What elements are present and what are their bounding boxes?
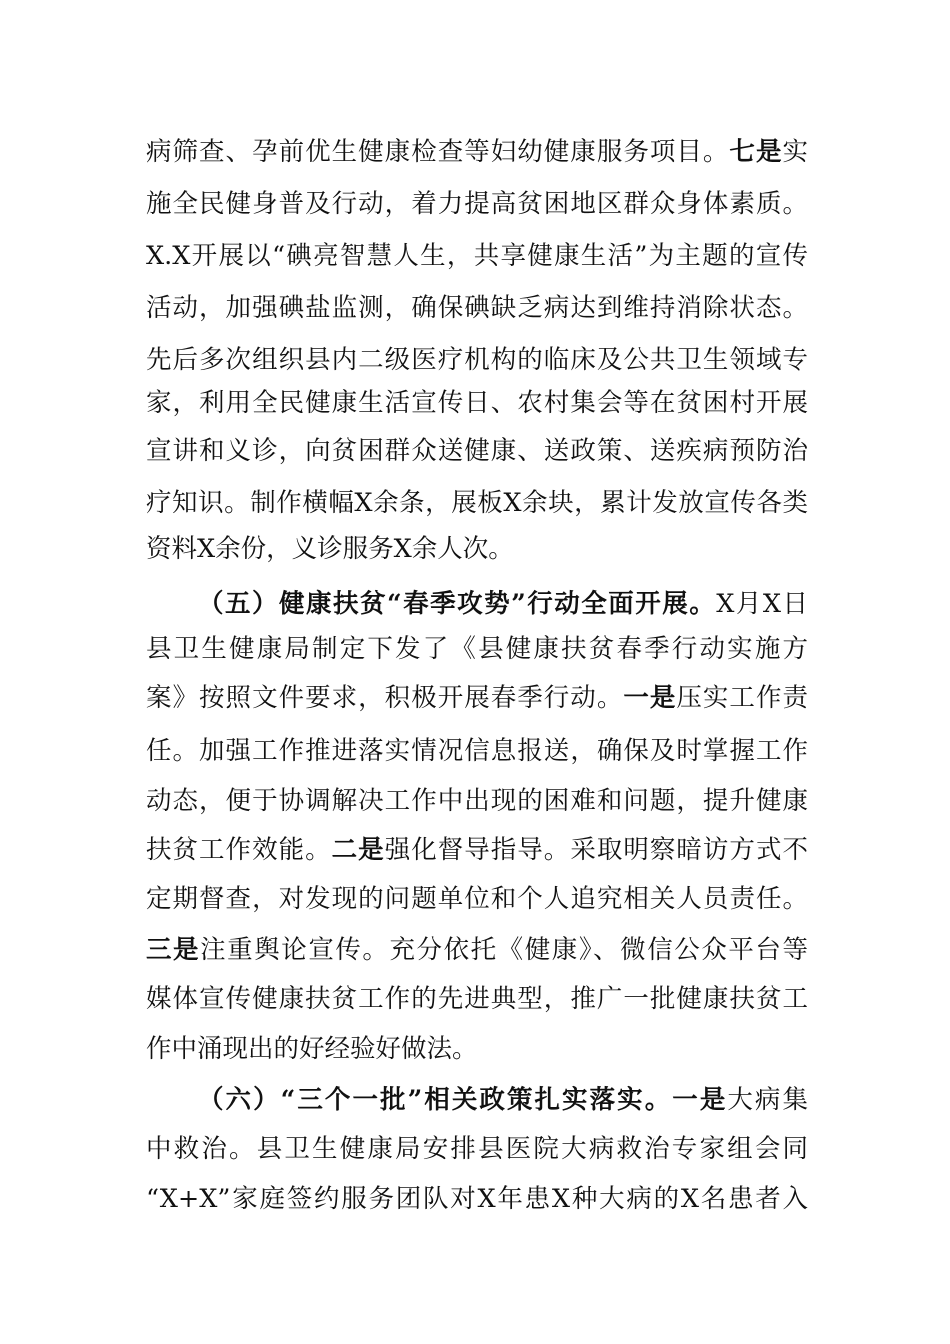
text-line [146, 928, 808, 972]
text-run: 病筛查、孕前优生健康检查等妇幼健康服务项目。 [146, 137, 730, 167]
text-line [146, 729, 808, 773]
text-run: 施全民健身普及行动，着力提高贫困地区群众身体素质。 [146, 189, 808, 219]
text-run: 实 [782, 137, 808, 167]
text-run: 疗知识。制作横幅X余条，展板X余块，累计发放宣传各类 [146, 488, 808, 518]
text-line [146, 527, 808, 571]
bold-text-run: 一是 [672, 1085, 728, 1115]
text-run: 扶贫工作效能。 [146, 835, 332, 865]
text-run: 强化督导指导。采取明察暗访方式不 [384, 835, 808, 865]
bold-text-run: 一是 [623, 683, 677, 713]
text-line [146, 130, 808, 174]
text-run: “X+X”家庭签约服务团队对X年患X种大病的X名患者入 [146, 1184, 808, 1214]
section-heading-line [198, 1078, 808, 1122]
text-line [146, 1127, 808, 1171]
text-run: 县卫生健康局制定下发了《县健康扶贫春季行动实施方 [146, 634, 808, 664]
text-run: 压实工作责 [676, 683, 808, 713]
text-line [146, 828, 808, 872]
text-line [146, 1177, 808, 1221]
text-run: X.X开展以“碘亮智慧人生，共享健康生活”为主题的宣传 [146, 241, 808, 271]
text-line [146, 1027, 808, 1071]
text-run: 活动，加强碘盐监测，确保碘缺乏病达到维持消除状态。 [146, 293, 808, 323]
text-line [146, 877, 808, 921]
text-run: 家，利用全民健康生活宣传日、农村集会等在贫困村开展 [146, 388, 808, 418]
text-line [146, 676, 808, 720]
text-run: 定期督查，对发现的问题单位和个人追究相关人员责任。 [146, 884, 808, 914]
bold-text-run: 七是 [729, 137, 783, 167]
text-line [146, 286, 808, 330]
text-run: 中救治。县卫生健康局安排县医院大病救治专家组会同 [146, 1134, 808, 1164]
text-run: 宣讲和义诊，向贫困群众送健康、送政策、送疾病预防治 [146, 436, 808, 466]
text-line [146, 234, 808, 278]
text-run: 资料X余份，义诊服务X余人次。 [146, 534, 514, 564]
text-run: X月X日 [716, 589, 808, 619]
text-line [146, 429, 808, 473]
text-line [146, 338, 808, 382]
text-run: 案》按照文件要求，积极开展春季行动。 [146, 683, 624, 713]
bold-text-run: 三是 [146, 935, 201, 965]
text-line [146, 779, 808, 823]
bold-text-run: （六）“三个一批”相关政策扎实落实。 [198, 1085, 673, 1115]
text-line [146, 481, 808, 525]
text-run: 注重舆论宣传。充分依托《健康》、微信公众平台等 [200, 935, 808, 965]
text-run: 先后多次组织县内二级医疗机构的临床及公共卫生领域专 [146, 345, 808, 375]
text-line [146, 627, 808, 671]
section-heading-line [198, 582, 808, 626]
text-run: 动态，便于协调解决工作中出现的困难和问题，提升健康 [146, 786, 808, 816]
text-line [146, 182, 808, 226]
text-run: 作中涌现出的好经验好做法。 [146, 1034, 478, 1064]
bold-text-run: 二是 [331, 835, 385, 865]
text-run: 大病集 [727, 1085, 808, 1115]
text-line [146, 381, 808, 425]
text-run: 任。加强工作推进落实情况信息报送，确保及时掌握工作 [146, 736, 808, 766]
text-line [146, 977, 808, 1021]
bold-text-run: （五）健康扶贫“春季攻势”行动全面开展。 [198, 589, 717, 619]
text-run: 媒体宣传健康扶贫工作的先进典型，推广一批健康扶贫工 [146, 984, 808, 1014]
